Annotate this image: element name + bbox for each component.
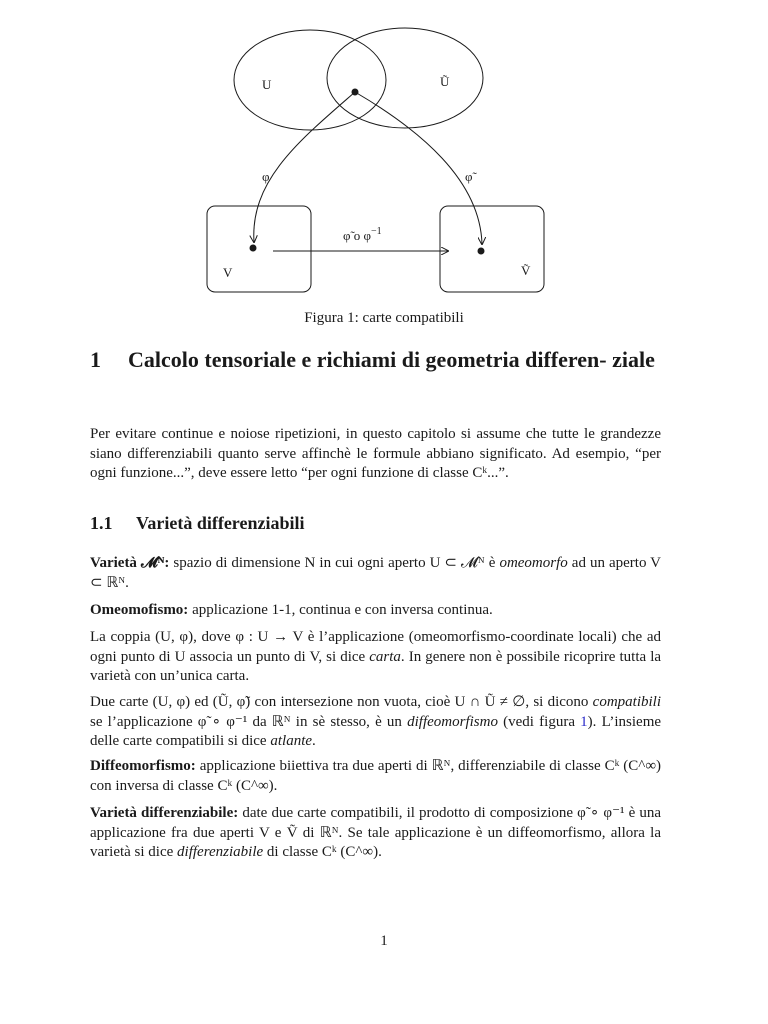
point-in-v [250,245,257,252]
phi-tilde-map-arrow [355,92,482,244]
figure-caption: Figura 1: carte compatibili [304,310,464,326]
definition-differentiable-manifold [90,804,661,863]
p4-italic-compatibili: compatibili [592,694,661,710]
term-manifold: Varietà 𝓜ᴺ: [90,555,170,571]
p1-tail: ad un aperto V ⊂ ℝᴺ. [90,555,662,591]
intro-paragraph: Per evitare continue e noiose ripetizioni, in questo capitolo si assume che tutte le grandezze siano differenziabili quanto serve affinchè le formule abbiano significato. Ad esempio, “per ogni funzione...”, deve essere letto “per ogni funzione di classe Cᵏ...”. [90,426,661,481]
label-v-tilde: Ṽ [521,263,531,278]
p4-text: Due carte (U, φ) ed (Ũ, φ̃) con intersezione non vuota, cioè U ∩ Ũ ≠ ∅, si dicono [90,694,589,710]
definition-manifold [90,554,661,593]
compatible-charts-figure [0,0,768,300]
label-u-tilde: Ũ [440,74,450,89]
term-differentiable-manifold: Varietà differenziabile: [90,805,239,821]
p4-mid: se l’applicazione φ̃ ∘ φ⁻¹ da ℝᴺ in sè stesso, è un [90,713,402,730]
section-heading [90,345,670,375]
definition-diffeomorphism [90,757,661,796]
figure-reference-link[interactable]: 1 [580,713,588,730]
label-v: V [223,265,233,280]
p4-italic-diffeomorfismo: diffeomorfismo [407,713,498,730]
p2-text: applicazione 1-1, continua e con inversa continua. [192,602,493,618]
label-u: U [262,77,272,92]
label-transition-map [343,226,382,243]
open-set-u-tilde-ellipse [327,28,483,128]
phi-map-arrow [254,92,355,242]
p6-tail: di classe Cᵏ (C^∞). [266,844,382,860]
label-phi-tilde: φ̃ [465,169,473,184]
subsection-number: 1.1 [90,513,113,533]
p5-text: applicazione biiettiva tra due aperti di ℝᴺ, differenziabile di classe Cᵏ (C^∞) con inversa di classe Cᵏ (C^∞). [90,758,662,794]
page-number: 1 [380,933,388,949]
subsection-heading [90,513,304,534]
subsection-title: Varietà differenziabili [136,513,305,533]
transition-map-text: φ̃ o φ [343,228,372,243]
p4-end: . [312,733,316,749]
term-diffeomorphism: Diffeomorfismo: [90,758,196,774]
section-title: Calcolo tensoriale e richiami di geometria differen- ziale [128,347,655,372]
label-phi: φ [262,169,270,184]
p4-ref-pre: (vedi figura [503,713,575,730]
p6-text: date due carte compatibili, il prodotto di composizione φ̃ ∘ φ⁻¹ è una applicazione fra due aperti V e Ṽ di ℝᴺ. Se tale applicazione è un diffeomorfismo, allora la varietà si dice [90,805,662,860]
p1-italic: omeomorfo [499,555,568,571]
chart-v-tilde-box [440,206,544,292]
definition-homeomorphism [90,601,661,621]
term-homeomorphism: Omeomofismo: [90,602,189,618]
p3-italic: carta [369,648,401,665]
compatible-charts-paragraph [90,693,661,752]
p1-text: spazio di dimensione N in cui ogni aperto U ⊂ 𝓜ᴺ è [173,555,496,571]
p6-italic: differenziabile [177,844,264,860]
p3-text: La coppia (U, φ), dove φ : U → V è l’applicazione (omeomorfismo-coordinate locali) che ad ogni punto di U associa un punto di V, si dice [90,629,661,665]
transition-map-exponent: −1 [371,226,382,237]
p3-tail: . In genere non è possibile ricoprire tutta la varietà con un’unica carta. [90,648,662,684]
p4-italic-atlante: atlante [270,733,313,749]
chart-paragraph [90,628,661,687]
point-in-v-tilde [478,248,485,255]
open-set-u-ellipse [234,30,386,130]
p4-ref-post: ). L’insieme delle carte compatibili si dice [90,713,662,749]
section-number: 1 [90,347,101,372]
